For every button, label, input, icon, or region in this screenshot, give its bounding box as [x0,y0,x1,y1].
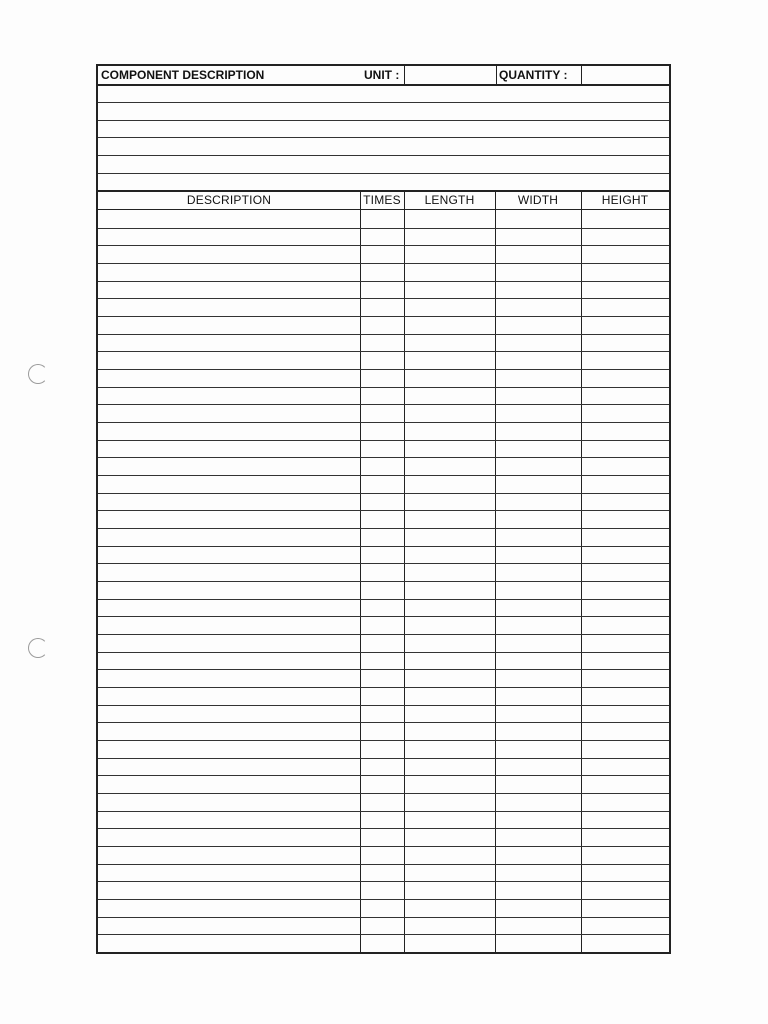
punch-hole-bottom [28,638,48,658]
table-row [98,652,669,653]
table-row [98,422,669,423]
table-row [98,811,669,812]
table-row [98,793,669,794]
table-row [98,687,669,688]
table-row [98,369,669,370]
notes-line [98,173,669,174]
header-divider [496,66,497,84]
component-description-label: COMPONENT DESCRIPTION [101,68,265,82]
header-divider [404,66,405,84]
table-row [98,917,669,918]
table-row [98,616,669,617]
table-row [98,599,669,600]
table-row [98,722,669,723]
table-row [98,493,669,494]
table-row [98,881,669,882]
column-header-times: TIMES [363,193,401,207]
table-row [98,334,669,335]
component-form [96,64,671,954]
quantity-label: QUANTITY : [499,68,568,82]
table-row [98,705,669,706]
column-header-description: DESCRIPTION [186,193,272,207]
table-row [98,263,669,264]
form-header [98,66,669,86]
table-row [98,510,669,511]
table-row [98,316,669,317]
table-row [98,846,669,847]
unit-field[interactable] [407,66,493,84]
table-row [98,634,669,635]
table-row [98,475,669,476]
column-divider [360,192,361,952]
notes-line [98,155,669,156]
column-divider [404,192,405,952]
column-divider [581,192,582,952]
table-row [98,669,669,670]
table-row [98,775,669,776]
table-row [98,298,669,299]
table-row [98,934,669,935]
component-notes-area[interactable] [98,86,669,192]
table-row [98,546,669,547]
table-row [98,864,669,865]
column-header-length: LENGTH [424,193,475,207]
table-row [98,457,669,458]
unit-label: UNIT : [364,68,400,82]
column-header-height: HEIGHT [601,193,649,207]
table-row [98,387,669,388]
table-row [98,440,669,441]
notes-line [98,137,669,138]
table-row [98,828,669,829]
table-row [98,899,669,900]
table-row [98,740,669,741]
column-divider [495,192,496,952]
table-row [98,563,669,564]
notes-line [98,120,669,121]
table-row [98,351,669,352]
quantity-field[interactable] [584,66,668,84]
table-row [98,581,669,582]
table-header [98,192,669,210]
table-row [98,281,669,282]
column-header-width: WIDTH [517,193,559,207]
punch-hole-top [28,364,48,384]
table-row [98,758,669,759]
table-row [98,528,669,529]
table-row [98,245,669,246]
header-divider [581,66,582,84]
table-row [98,404,669,405]
notes-line [98,102,669,103]
table-row [98,228,669,229]
